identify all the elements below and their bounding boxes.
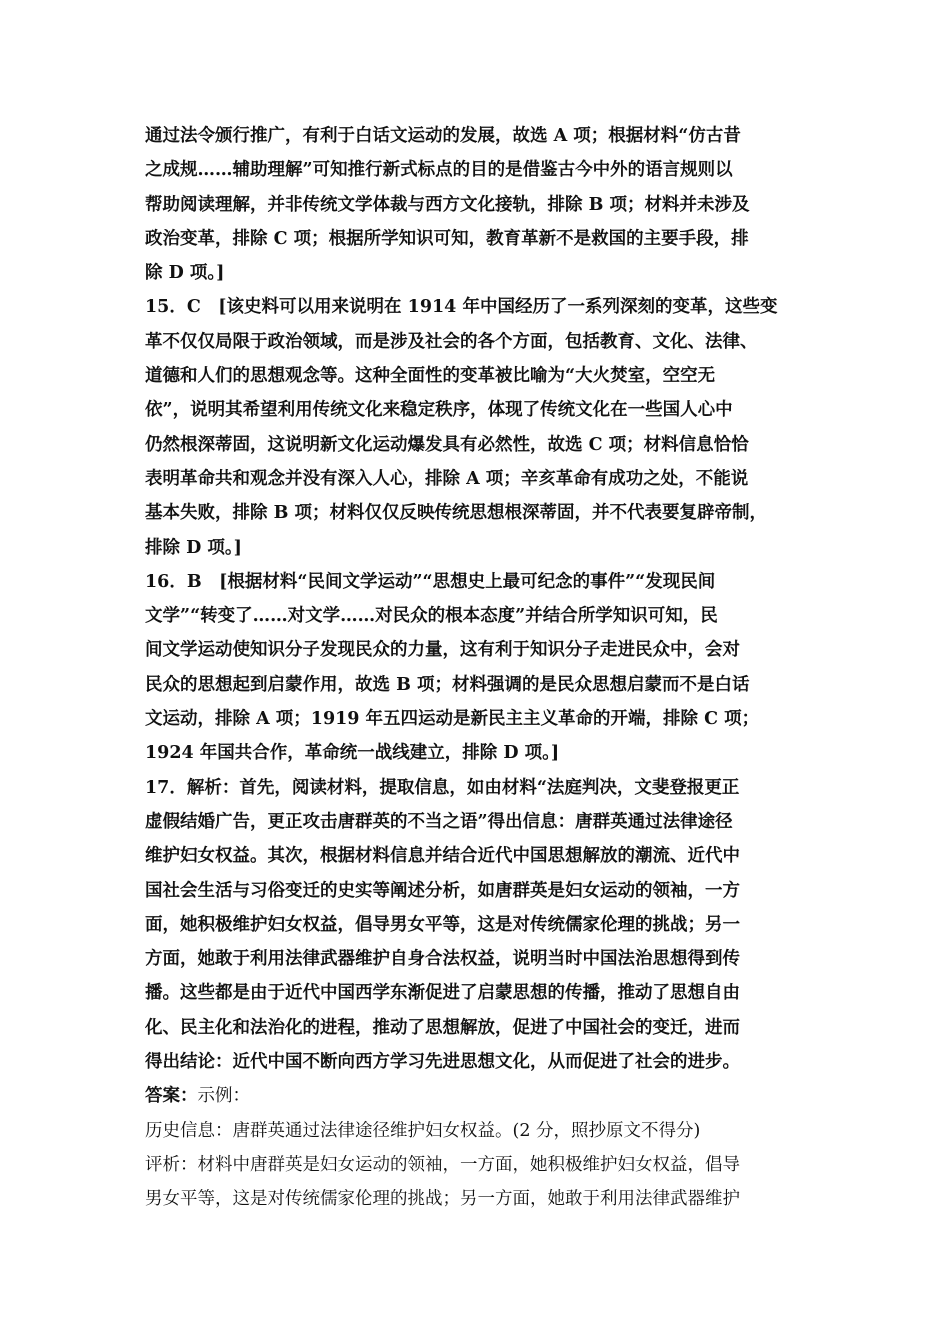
text-line: 帮助阅读理解，并非传统文学体裁与西方文化接轨，排除 B 项；材料并未涉及 — [145, 194, 750, 215]
text-line: 虚假结婚广告，更正攻击唐群英的不当之语”得出信息：唐群英通过法律途径 — [145, 811, 733, 832]
text-line: 1924 年国共合作，革命统一战线建立，排除 D 项。] — [145, 743, 560, 764]
document-page — [145, 119, 825, 1217]
text-line: 排除 D 项。] — [145, 537, 242, 558]
text-line: 面，她积极维护妇女权益，倡导男女平等，这是对传统儒家伦理的挑战；另一 — [145, 914, 740, 935]
answer-heading-line — [145, 1079, 825, 1113]
text-line: 之成规……辅助理解”可知推行新式标点的目的是借鉴古今中外的语言规则以 — [145, 160, 733, 181]
text-line: 民众的思想起到启蒙作用，故选 B 项；材料强调的是民众思想启蒙而不是白话 — [145, 674, 750, 695]
text-line: 基本失败，排除 B 项；材料仅仅反映传统思想根深蒂固，并不代表要复辟帝制， — [145, 503, 767, 524]
text-line: 化、民主化和法治化的进程，推动了思想解放，促进了中国社会的变迁，进而 — [145, 1017, 740, 1038]
text-line: 通过法令颁行推广，有利于白话文运动的发展，故选 A 项；根据材料“仿古昔 — [145, 126, 741, 146]
answer-example-label: 示例： — [197, 1086, 250, 1107]
text-line: 间文学运动使知识分子发现民众的力量，这有利于知识分子走进民众中，会对 — [145, 640, 740, 661]
answer-line: 历史信息：唐群英通过法律途径维护妇女权益。(2 分，照抄原文不得分) — [145, 1120, 701, 1141]
answer-line: 男女平等，这是对传统儒家伦理的挑战；另一方面，她敢于利用法律武器维护 — [145, 1189, 740, 1210]
text-line: 维护妇女权益。其次，根据材料信息并结合近代中国思想解放的潮流、近代中 — [145, 846, 740, 867]
text-line: 表明革命共和观念并没有深入人心，排除 A 项；辛亥革命有成功之处，不能说 — [145, 468, 749, 489]
text-line: 国社会生活与习俗变迁的史实等阐述分析，如唐群英是妇女运动的领袖，一方 — [145, 880, 740, 901]
text-line: 政治变革，排除 C 项；根据所学知识可知，教育革新不是救国的主要手段，排 — [145, 228, 749, 249]
text-line: 方面，她敢于利用法律武器维护自身合法权益，说明当时中国法治思想得到传 — [145, 949, 740, 970]
text-line: 除 D 项。] — [145, 263, 225, 284]
text-line: 依”，说明其希望利用传统文化来稳定秩序，体现了传统文化在一些国人心中 — [145, 400, 733, 421]
question-15-line: 15．C [该史料可以用来说明在 1914 年中国经历了一系列深刻的变革，这些变 — [145, 297, 778, 318]
question-16-line: 16．B [根据材料“民间文学运动”“思想史上最可纪念的事件”“发现民间 — [145, 571, 716, 592]
text-line: 文学”“转变了……对文学……对民众的根本态度”并结合所学知识可知，民 — [145, 606, 718, 627]
answer-line: 评析：材料中唐群英是妇女运动的领袖，一方面，她积极维护妇女权益，倡导 — [145, 1154, 740, 1175]
text-line: 得出结论：近代中国不断向西方学习先进思想文化，从而促进了社会的进步。 — [145, 1052, 740, 1073]
text-line: 仍然根深蒂固，这说明新文化运动爆发具有必然性，故选 C 项；材料信息恰恰 — [145, 434, 749, 455]
text-line: 播。这些都是由于近代中国西学东渐促进了启蒙思想的传播，推动了思想自由 — [145, 983, 740, 1004]
text-line: 革不仅仅局限于政治领域，而是涉及社会的各个方面，包括教育、文化、法律、 — [145, 331, 758, 352]
question-17-line: 17．解析：首先，阅读材料，提取信息，如由材料“法庭判决，文斐登报更正 — [145, 777, 740, 798]
text-line: 文运动，排除 A 项；1919 年五四运动是新民主主义革命的开端，排除 C 项； — [145, 709, 760, 730]
answer-heading: 答案： — [145, 1086, 198, 1107]
text-line: 道德和人们的思想观念等。这种全面性的变革被比喻为“大火焚室，空空无 — [145, 366, 716, 387]
